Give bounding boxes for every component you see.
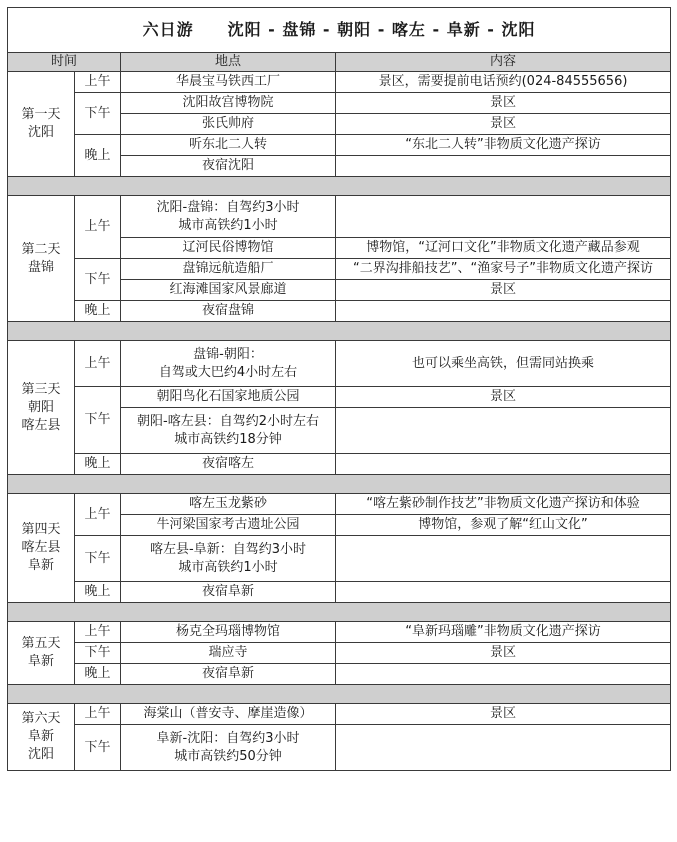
content-cell [336,114,671,135]
table-row [8,341,671,387]
period-label: 上午 [75,622,121,643]
day-separator [8,322,671,341]
content-cell [336,582,671,603]
content-cell [336,259,671,280]
text-line: 城市高铁约1小时 [178,217,278,233]
content-cell [336,408,671,454]
itinerary-table [7,7,671,771]
period-label: 晚上 [75,664,121,685]
text-line: 景区 [490,645,517,660]
place-cell [121,280,336,301]
text-line: 海棠山（普安寺、摩崖造像） [143,706,313,721]
text-line: 景区 [490,116,517,131]
text-line: 城市高铁约18分钟 [174,431,282,447]
text-line: 夜宿盘锦 [201,303,254,318]
day-label [8,72,75,177]
table-row [8,196,671,238]
text-line: 景区 [490,389,517,404]
content-cell [336,725,671,771]
period-label: 上午 [75,494,121,536]
place-cell [121,408,336,454]
table-row [8,725,671,771]
content-cell [336,643,671,664]
place-cell [121,664,336,685]
text-line: 阜新-沈阳：自驾约3小时 [156,730,300,746]
header-place: 地点 [121,53,336,72]
day-label [8,622,75,685]
text-line: 沈阳 [27,125,54,140]
table-row [8,135,671,156]
text-line: 喀左玉龙紫砂 [188,496,267,511]
text-line: 第五天 [21,636,61,651]
place-cell [121,238,336,259]
place-cell [121,341,336,387]
content-cell [336,301,671,322]
place-cell [121,196,336,238]
header-row [8,53,671,72]
place-cell [121,301,336,322]
table-row [8,72,671,93]
table-row [8,494,671,515]
text-line: “喀左紫砂制作技艺”非物质文化遗产探访和体验 [366,496,640,511]
text-line: 盘锦 [27,259,54,275]
content-cell [336,704,671,725]
text-line: 沈阳-盘锦：自驾约3小时 [156,199,300,215]
text-line: 沈阳 [27,747,54,762]
text-line: “阜新玛瑙雕”非物质文化遗产探访 [405,624,601,639]
text-line: 景区 [490,95,517,110]
text-line: 博物馆，“辽河口文化”非物质文化遗产藏品参观 [366,240,640,255]
content-cell [336,515,671,536]
content-cell [336,454,671,475]
text-line: 朝阳鸟化石国家地质公园 [156,389,300,404]
content-cell [336,238,671,259]
header-time: 时间 [8,53,121,72]
table-title: 六日游 沈阳 - 盘锦 - 朝阳 - 喀左 - 阜新 - 沈阳 [8,8,671,53]
text-line: 自驾或大巴约4小时左右 [158,364,298,380]
place-cell [121,72,336,93]
content-cell [336,93,671,114]
text-line: 夜宿阜新 [201,584,254,599]
day-separator [8,177,671,196]
place-cell [121,536,336,582]
place-cell [121,387,336,408]
text-line: 景区，需要提前电话预约(024-84555656) [378,74,628,89]
content-cell [336,196,671,238]
place-cell [121,582,336,603]
text-line: 盘锦-朝阳： [193,346,263,362]
text-line: “东北二人转”非物质文化遗产探访 [405,137,601,152]
text-line: 第二天 [21,241,61,257]
text-line: 辽河民俗博物馆 [182,240,274,255]
content-cell [336,72,671,93]
text-line: 杨克全玛瑙博物馆 [175,624,280,639]
place-cell [121,704,336,725]
text-line: 朝阳 [27,399,54,415]
table-row [8,622,671,643]
place-cell [121,259,336,280]
day-separator [8,475,671,494]
place-cell [121,93,336,114]
content-cell [336,387,671,408]
place-cell [121,622,336,643]
table-row [8,704,671,725]
period-label: 下午 [75,93,121,135]
period-label: 上午 [75,341,121,387]
period-label: 下午 [75,536,121,582]
content-cell [336,664,671,685]
text-line: 牛河梁国家考古遗址公园 [156,517,300,532]
content-cell [336,622,671,643]
table-row [8,259,671,280]
itinerary-sheet [7,7,670,836]
table-row [8,454,671,475]
period-label: 下午 [75,259,121,301]
place-cell [121,494,336,515]
text-line: 景区 [490,282,517,297]
text-line: 夜宿阜新 [201,666,254,681]
day-label [8,494,75,603]
text-line: 第三天 [21,381,61,397]
header-content: 内容 [336,53,671,72]
text-line: 城市高铁约1小时 [178,559,278,575]
period-label: 晚上 [75,135,121,177]
content-cell [336,341,671,387]
content-cell [336,280,671,301]
table-row [8,664,671,685]
place-cell [121,643,336,664]
day-separator [8,603,671,622]
day-separator-cell [8,177,671,196]
text-line: 景区 [490,706,517,721]
table-row [8,643,671,664]
text-line: 阜新 [27,729,54,744]
text-line: 第四天 [21,522,61,537]
text-line: 红海滩国家风景廊道 [169,282,287,297]
place-cell [121,135,336,156]
day-separator-cell [8,603,671,622]
text-line: 夜宿喀左 [201,456,254,471]
text-line: 瑞应寺 [208,645,248,660]
place-cell [121,454,336,475]
table-row [8,301,671,322]
table-row [8,536,671,582]
day-separator-cell [8,475,671,494]
text-line: 阜新 [27,558,54,573]
text-line: 夜宿沈阳 [201,158,254,173]
day-label [8,341,75,475]
content-cell [336,135,671,156]
title-row [8,8,671,53]
day-label [8,704,75,771]
place-cell [121,114,336,135]
place-cell [121,156,336,177]
text-line: 第六天 [21,711,61,726]
text-line: 华晨宝马铁西工厂 [175,74,280,89]
content-cell [336,156,671,177]
table-row [8,387,671,408]
table-row [8,93,671,114]
period-label: 上午 [75,72,121,93]
period-label: 上午 [75,704,121,725]
day-separator [8,685,671,704]
text-line: 喀左县 [21,417,61,433]
content-cell [336,494,671,515]
period-label: 晚上 [75,582,121,603]
text-line: 张氏帅府 [201,116,254,131]
text-line: 朝阳-喀左县：自驾约2小时左右 [137,413,319,429]
period-label: 下午 [75,725,121,771]
period-label: 下午 [75,387,121,454]
period-label: 晚上 [75,454,121,475]
day-separator-cell [8,322,671,341]
text-line: 喀左县 [21,540,61,555]
table-row [8,582,671,603]
text-line: 听东北二人转 [188,137,267,152]
place-cell [121,725,336,771]
text-line: 博物馆，参观了解“红山文化” [418,517,588,532]
text-line: 也可以乘坐高铁，但需同站换乘 [412,355,595,371]
text-line: 盘锦远航造船厂 [182,261,274,276]
text-line: 沈阳故宫博物院 [182,95,274,110]
period-label: 上午 [75,196,121,259]
place-cell [121,515,336,536]
text-line: 第一天 [21,107,61,122]
content-cell [336,536,671,582]
day-separator-cell [8,685,671,704]
text-line: 喀左县-阜新：自驾约3小时 [150,541,306,557]
text-line: “二界沟排船技艺”、“渔家号子”非物质文化遗产探访 [353,261,653,276]
text-line: 城市高铁约50分钟 [174,748,282,764]
day-label [8,196,75,322]
text-line: 阜新 [27,654,54,669]
period-label: 晚上 [75,301,121,322]
period-label: 下午 [75,643,121,664]
